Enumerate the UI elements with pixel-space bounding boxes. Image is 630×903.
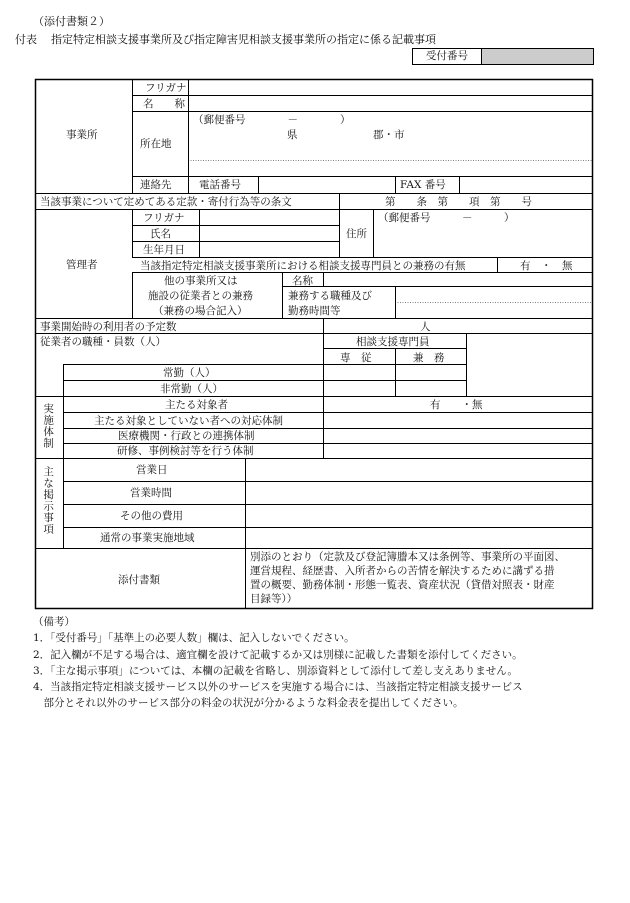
manager-postal-code: （郵便番号 － ）: [378, 212, 515, 224]
impl-target-yesno: 有 ・無: [430, 399, 483, 411]
main-other-fees-label: その他の費用: [120, 510, 183, 522]
staff-label: 従業者の職種・員数（人）: [40, 336, 166, 348]
staff-fulltime-dedicated: 専 従: [340, 352, 372, 364]
manager-other-label-3: （兼務の場合記入）: [153, 305, 248, 317]
impl-medical-label: 医療機関・行政との連携体制: [118, 430, 255, 442]
office-furigana-label: フリガナ: [145, 82, 187, 94]
manager-duty-label-2: 勤務時間等: [288, 305, 341, 317]
office-city-label: 郡・市: [373, 129, 405, 141]
manager-name-label: 氏名: [150, 228, 171, 240]
attachments-line-2: 運営規程、経歴書、入所者からの苦情を解決するために講ずる措: [250, 565, 555, 577]
manager-section-label: 管理者: [66, 259, 98, 271]
attachments-label: 添付書類: [118, 574, 160, 586]
notes-title: （備考）: [33, 616, 75, 628]
users-planned-unit: 人: [420, 321, 431, 333]
office-name-label: 名 称: [143, 98, 185, 110]
manager-concurrent-label: 当該指定特定相談支援事業所における相談支援専門員との兼務の有無: [140, 260, 466, 272]
office-address-label: 所在地: [140, 138, 172, 150]
staff-fulltime-label: 常勤（人）: [163, 367, 216, 379]
office-prefecture-label: 県: [287, 129, 298, 141]
manager-other-label-2: 施設の従業者との兼務: [148, 290, 253, 302]
manager-duty-label-1: 兼務する職種及び: [288, 290, 372, 302]
doc-type-label: （添付書類２）: [33, 15, 110, 28]
attachments-line-3: 置の概要、勤務体制・形態一覧表、資産状況（貸借対照表・財産: [250, 579, 555, 591]
manager-furigana-label: フリガナ: [143, 212, 185, 224]
staff-specialist-label: 相談支援専門員: [356, 336, 430, 348]
receipt-number-label: 受付番号: [413, 49, 482, 64]
staff-concurrent: 兼 務: [413, 352, 445, 364]
manager-concurrent-yesno: 有 ・ 無: [520, 260, 573, 272]
note-item-4-cont: 部分とそれ以外のサービス部分の料金の状況が分かるような料金表を提出してください。: [33, 697, 464, 710]
office-contact-label: 連絡先: [140, 179, 172, 191]
manager-other-label-1: 他の事業所又は: [164, 275, 238, 287]
impl-training-label: 研修、事例検討等を行う体制: [117, 445, 254, 457]
main-business-days-label: 営業日: [136, 464, 168, 476]
impl-nontarget-label: 主たる対象としていない者への対応体制: [94, 415, 283, 427]
note-item-4: 4．当該指定特定相談支援サービス以外のサービスを実施する場合には、当該指定特定相談支援サービス: [33, 681, 523, 694]
notes-section: [33, 614, 523, 712]
main-business-hours-label: 営業時間: [130, 487, 172, 499]
office-postal-code: （郵便番号 － ）: [193, 114, 351, 126]
attachments-line-1: 別添のとおり（定款及び登記簿謄本又は条例等、事業所の平面図、: [250, 551, 565, 563]
manager-birth-label: 生年月日: [143, 244, 185, 256]
staff-parttime-label: 非常勤（人）: [160, 383, 223, 395]
office-section-label: 事業所: [66, 129, 98, 141]
article-value: 第 条 第 項 第 号: [385, 196, 532, 208]
note-item-3: 3．「主な掲示事項」については、本欄の記載を省略し、別添資料として添付して差し支えありません。: [33, 664, 518, 677]
manager-other-name-label: 名称: [292, 275, 313, 287]
main-items-section-label: 主な掲示事項: [42, 466, 55, 535]
note-item-1: 1．「受付番号」「基準上の必要人数」欄は、記入しないでください。: [33, 632, 355, 645]
users-planned-label: 事業開始時の利用者の予定数: [40, 321, 177, 333]
note-item-2: 2．記入欄が不足する場合は、適宜欄を設けて記載するか又は別様に記載した書類を添付してください。: [33, 648, 523, 661]
attachments-line-4: 目録等））: [250, 593, 298, 605]
impl-target-label: 主たる対象者: [165, 399, 228, 411]
article-label: 当該事業について定めてある定款・寄付行為等の条文: [40, 196, 292, 208]
office-fax-label: FAX 番号: [400, 179, 446, 191]
form-title-text: 指定特定相談支援事業所及び指定障害児相談支援事業所の指定に係る記載事項: [51, 33, 436, 46]
office-phone-label: 電話番号: [199, 179, 241, 191]
form-prefix: 付表: [15, 33, 37, 46]
impl-section-label: 実施体制: [42, 403, 55, 449]
main-service-area-label: 通常の事業実施地域: [100, 532, 195, 544]
manager-address-label: 住所: [346, 228, 367, 240]
